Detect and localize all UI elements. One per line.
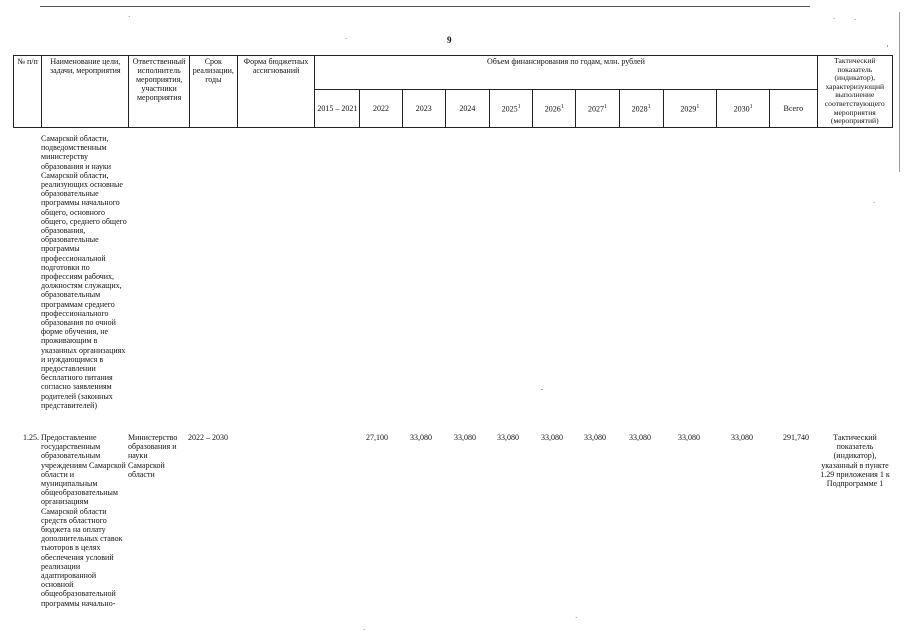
header-year: 2029$^1$	[663, 90, 716, 127]
header-year: 2026$^1$	[533, 90, 576, 127]
value-2026: 33,080	[541, 433, 563, 442]
header-name: Наименование цели, задачи, мероприятия	[42, 56, 129, 128]
footnote-marker: 1	[696, 104, 700, 111]
header-year: 2024	[445, 90, 489, 127]
value-2024: 33,080	[454, 433, 476, 442]
scan-speck: ·	[886, 41, 889, 51]
row-term: 2022 – 2030	[188, 433, 228, 442]
header-num: № п/п	[14, 56, 42, 128]
header-year: 2030$^1$	[716, 90, 769, 127]
scan-speck: ·	[575, 614, 578, 622]
row-indicator: Тактический показатель (индикатор), указанный в пункте 1.29 приложения 1 к Подпрограмме 1	[820, 433, 890, 489]
header-indicator: Тактический показатель (индикатор), характеризующий выполнение соответствующего мероприятия (мероприятий)	[817, 56, 892, 128]
row-executor: Министерство образования и науки Самарской области	[128, 433, 178, 479]
scan-speck: -	[541, 385, 544, 393]
scan-speck: ·	[833, 15, 836, 23]
table-header	[13, 55, 893, 128]
row-description-continued: Самарской области, подведомственным министерству образования и науки Самарской области, реализующих основные образовательные программы начального общего, основного общего, среднего общего образования, образовательные программы профессиональной подготовки по профессиям рабочих, должностям служащих, образовательным программам среднего профессионального образования по очной форме обучения, не проживающим в указанных организациях и нуждающимся в предоставлении бесплатного питания согласно заявлениям родителей (законных представителей)	[41, 134, 127, 410]
footnote-marker: 1	[517, 104, 521, 111]
scan-speck: ·	[345, 35, 348, 43]
value-2029: 33,080	[678, 433, 700, 442]
footnote-marker: 1	[560, 104, 564, 111]
page-number: 9	[447, 35, 452, 45]
value-2025: 33,080	[497, 433, 519, 442]
header-total: Всего	[770, 90, 817, 127]
header-executor: Ответственный исполнитель мероприятия, участники мероприятия	[129, 56, 189, 128]
scan-speck: ·	[128, 13, 131, 21]
scan-speck: ·	[854, 16, 857, 24]
value-2028: 33,080	[629, 433, 651, 442]
value-2022: 27,100	[366, 433, 388, 442]
header-year: 2027$^1$	[576, 90, 619, 127]
scan-speck: ·	[363, 626, 366, 634]
header-year: 2025$^1$	[490, 90, 533, 127]
footnote-marker: 1	[603, 104, 607, 111]
value-total: 291,740	[783, 433, 809, 442]
value-2030: 33,080	[731, 433, 753, 442]
footnote-marker: 1	[749, 104, 753, 111]
scan-speck: ·	[873, 199, 876, 207]
header-term: Срок реализации, годы	[189, 56, 237, 128]
footnote-marker: 1	[647, 104, 651, 111]
scan-edge-line	[899, 12, 900, 172]
row-number: 1.25.	[23, 433, 39, 442]
header-form: Форма бюджетных ассигнований	[237, 56, 314, 128]
header-year: 2023	[402, 90, 445, 127]
header-year: 2022	[360, 90, 402, 127]
header-funding: Объем финансирования по годам, млн. рублей	[315, 56, 817, 90]
header-year: 2028$^1$	[619, 90, 663, 127]
page-top-line	[40, 6, 810, 7]
value-2027: 33,080	[584, 433, 606, 442]
value-2023: 33,080	[410, 433, 432, 442]
row-description: Предоставление государственным образовательным учреждениям Самарской области и муниципальным общеобразовательным организациям Самарской области средств областного бюджета на оплату дополнительных ставок тьюторов в целях обеспечения условий реализации адаптированной основной общеобразовательной программы начально-	[41, 433, 126, 608]
header-year: 2015 – 2021	[315, 90, 360, 127]
